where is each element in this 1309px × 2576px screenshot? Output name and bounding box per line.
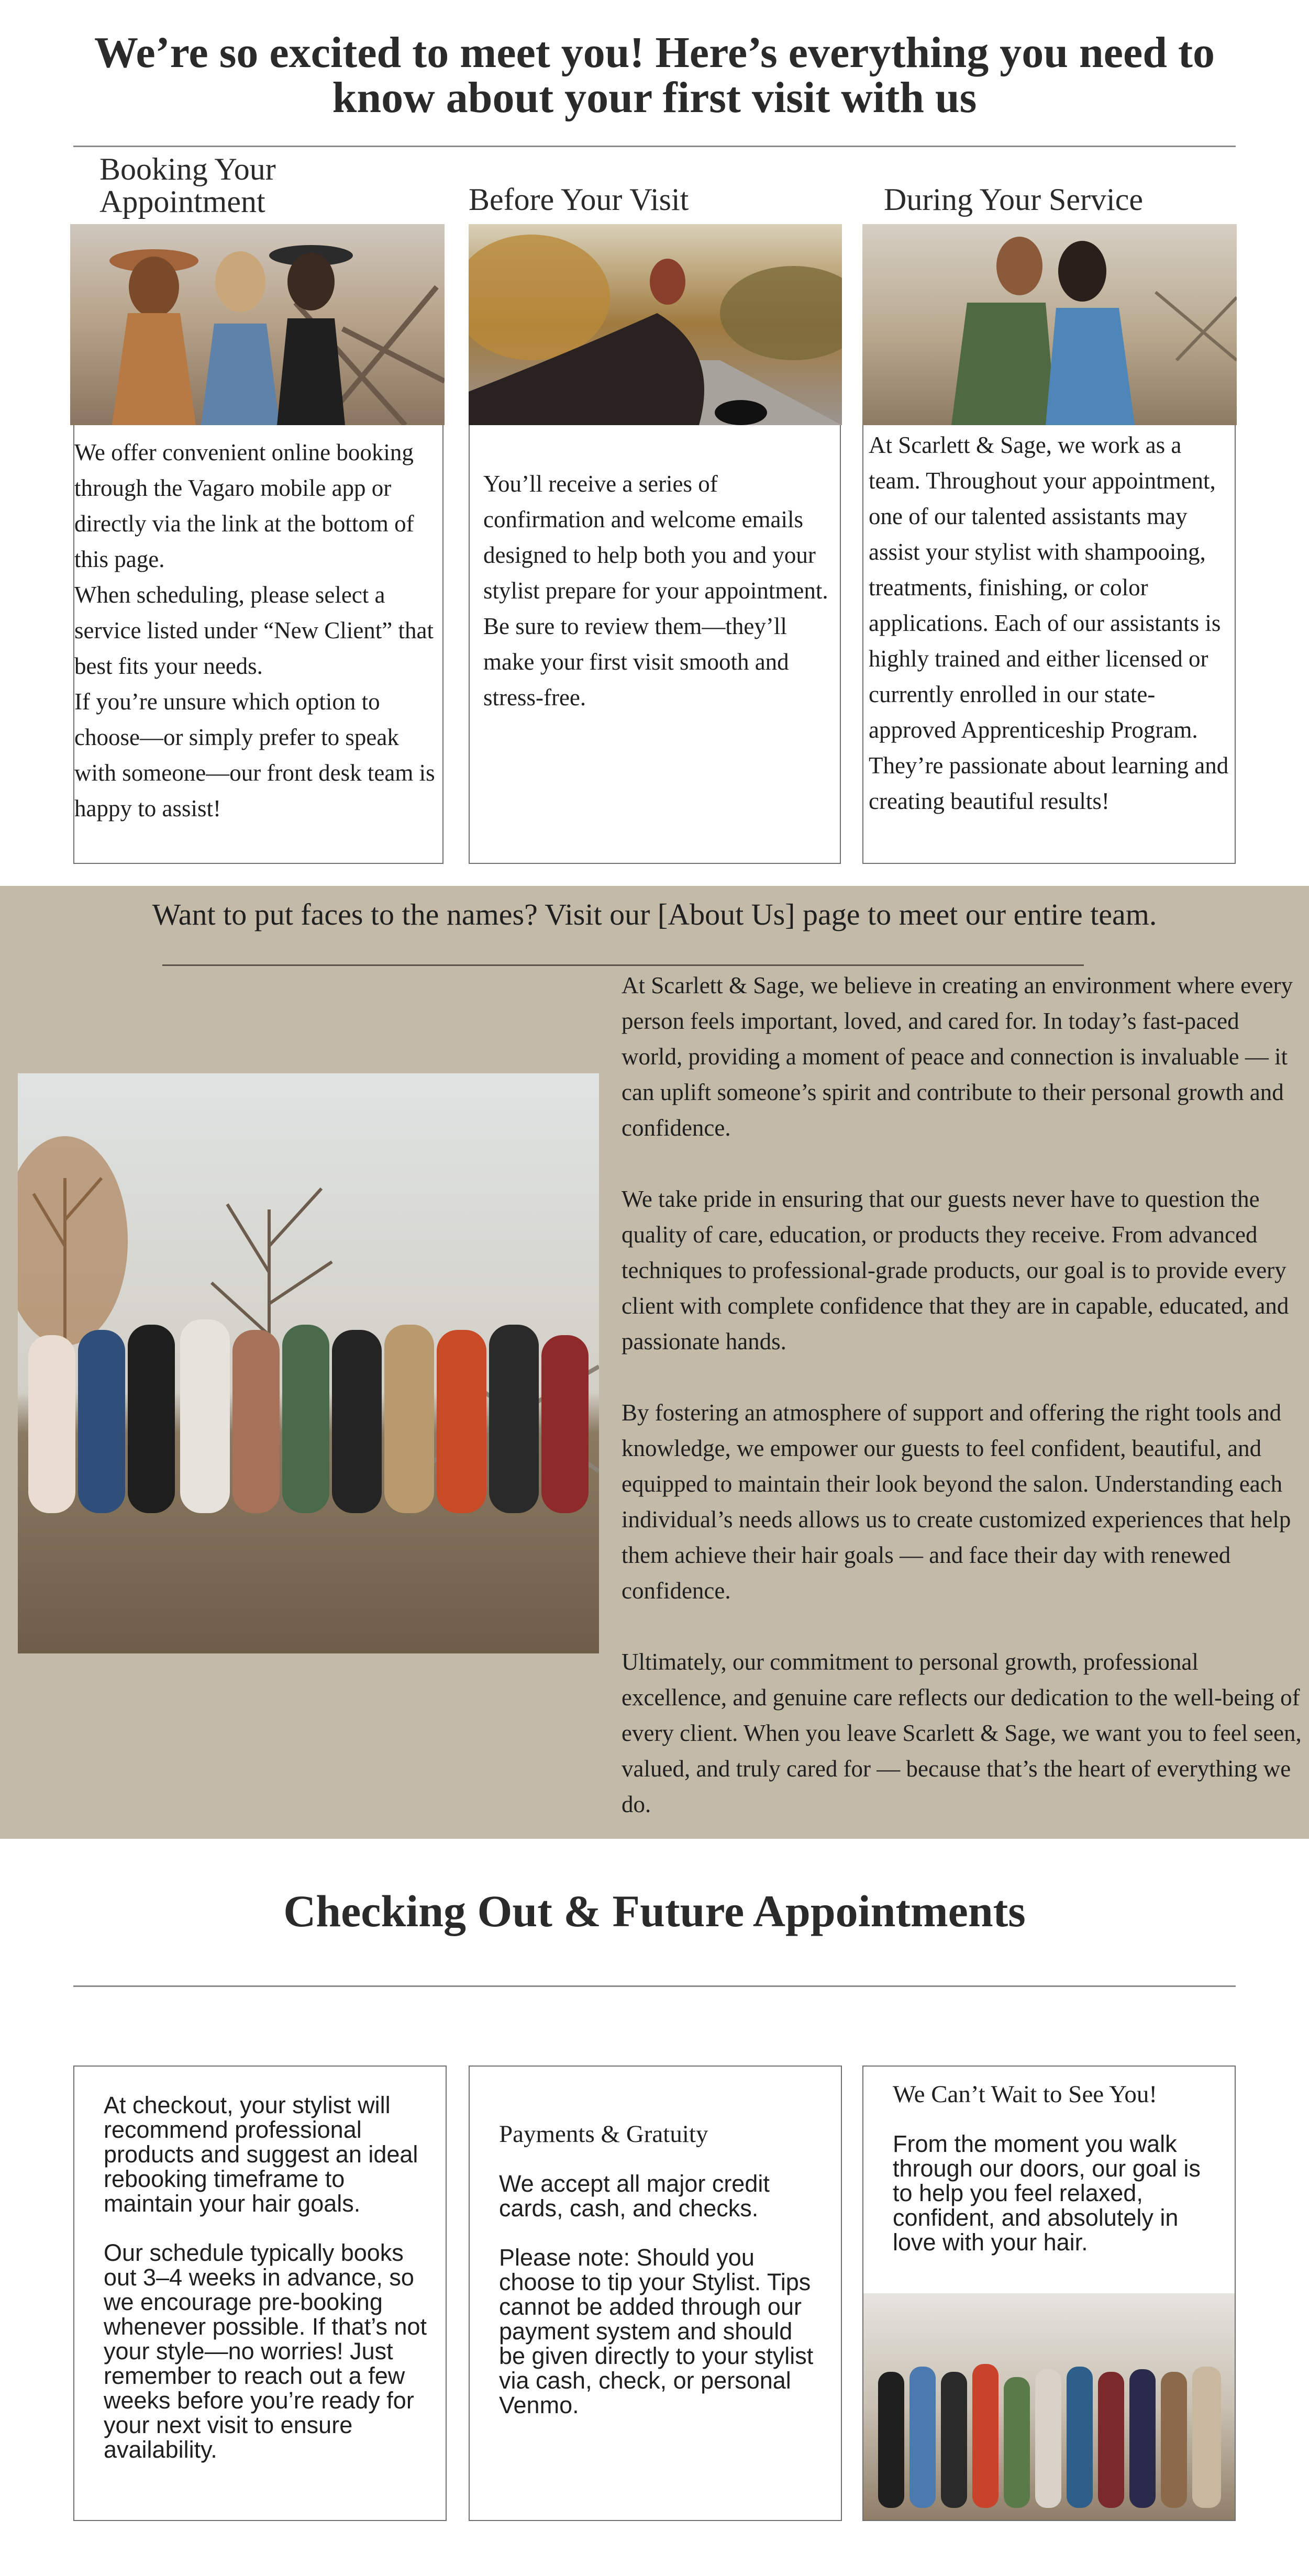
before-visit-text: You’ll receive a series of confirmation and welcome emails designed to help both you and your stylist prepare for your appointment. Be sure to review them—they’ll make your first visit smooth and stress-free. [483,471,828,710]
during-service-text: At Scarlett & Sage, we work as a team. Throughout your appointment, one of our talented assistants may assist your stylist with shampooing, treatments, finishing, or color applications. Each of our assistants is highly trained and either licensed or currently enrolled in our state-approved Apprenticeship Program. They’re passionate about learning and creating beautiful results! [869,432,1229,814]
team-description [622,968,1302,1858]
team-paragraph: We take pride in ensuring that our guests never have to question the quality of care, education, or products they receive. From advanced techniques to professional-grade products, our goal is to provide every client with complete confidence that they are in capable, educated, and passionate hands. [622,1186,1289,1354]
heading-during-service: During Your Service [884,182,1143,217]
payments-text-1: We accept all major credit cards, cash, and checks. [499,2170,770,2222]
before-visit-card [469,224,841,864]
team-photo [18,1073,599,1653]
welcome-text: From the moment you walk through our doors, our goal is to help you feel relaxed, confident, and absolutely in love with your hair. [893,2130,1201,2256]
about-us-prompt: Want to put faces to the names? Visit our [About Us] page to meet our entire team. [152,897,1157,931]
heading-before-visit: Before Your Visit [469,182,689,217]
checkout-card-text [104,2093,428,2486]
checkout-text-1: At checkout, your stylist will recommend professional products and suggest an ideal rebooking timeframe to maintain your hair goals. [104,2092,418,2217]
team-paragraph: At Scarlett & Sage, we believe in creating an environment where every person feels important, loved, and cared for. In today’s fast-paced world, providing a moment of peace and connection is invaluable — it can uplift someone’s spirit and contribute to their personal growth and confidence. [622,972,1293,1141]
checkout-text-2: Our schedule typically books out 3–4 weeks in advance, so we encourage pre-booking whenever possible. If that’s not your style—no worries! Just remember to reach out a few weeks before you’re ready for your next visit to ensure availability. [104,2239,427,2463]
during-service-photo [862,224,1237,425]
during-service-card [862,224,1236,864]
checkout-card [73,2066,447,2521]
welcome-card [862,2066,1236,2521]
team-paragraph: By fostering an atmosphere of support and offering the right tools and knowledge, we empower our guests to feel confident, beautiful, and equipped to maintain their look beyond the salon. Understanding each individual’s needs allows us to create customized experiences that help them achieve their hair goals — and face their day with renewed confidence. [622,1400,1291,1604]
heading-booking: Booking Your Appointment [99,152,276,219]
payments-card-text [499,2122,824,2442]
welcome-card-text [893,2082,1217,2279]
welcome-heading: We Can’t Wait to See You! [893,2081,1158,2108]
payments-card [469,2066,842,2521]
booking-photo [70,224,445,425]
booking-text: We offer convenient online booking through the Vagaro mobile app or directly via the link at the bottom of this page. When scheduling, please select a service listed under “New Client” that best fits your needs. If you’re unsure which option to choose—or simply prefer to speak with someone—our front desk team is happy to assist! [74,439,435,821]
before-visit-photo [469,224,842,425]
booking-card [73,224,443,864]
payments-heading: Payments & Gratuity [499,2120,708,2148]
title-divider [73,146,1236,147]
welcome-photo [862,2293,1236,2521]
checkout-divider [73,1985,1236,1987]
payments-text-2: Please note: Should you choose to tip your Stylist. Tips cannot be added through our payment system and should be given directly to your stylist via cash, check, or personal Venmo. [499,2244,814,2418]
team-paragraph: Ultimately, our commitment to personal growth, professional excellence, and genuine care reflects our dedication to the well-being of every client. When you leave Scarlett & Sage, we want you to feel seen, valued, and truly cared for — because that’s the heart of everything we do. [622,1649,1302,1817]
checkout-title: Checking Out & Future Appointments [283,1886,1026,1936]
team-divider [162,964,1084,966]
page-title: We’re so excited to meet you! Here’s everything you need to know about your first visit with us [94,28,1215,122]
